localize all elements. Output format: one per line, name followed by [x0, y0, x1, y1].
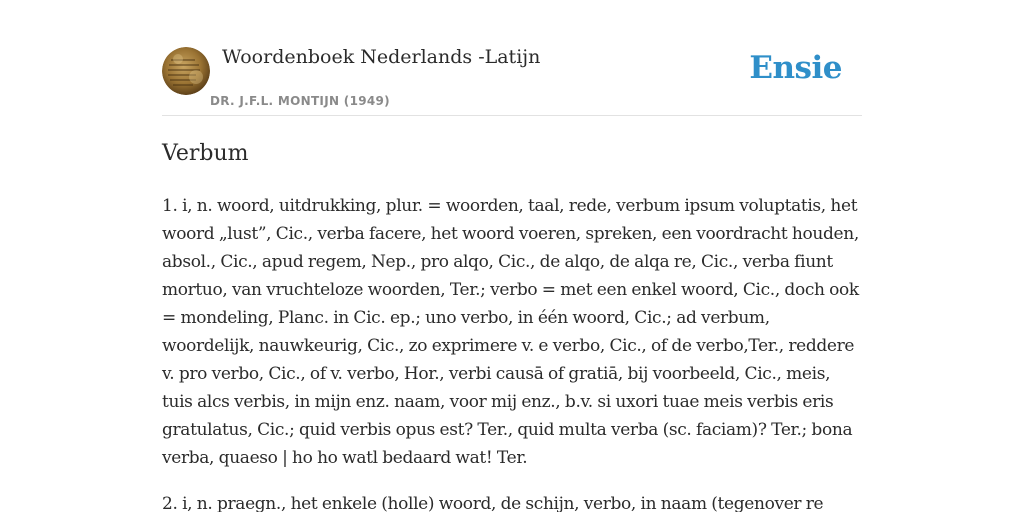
ensie-brand-link[interactable]: Ensie — [749, 50, 842, 86]
entry-definition-1: 1. i, n. woord, uitdrukking, plur. = woorden, taal, rede, verbum ipsum voluptatis, het woord „lust”, Cic., verba facere, het woord voeren, spreken, een voordracht houden, absol., Cic., apud regem, Nep., pro alqo, Cic., de alqo, de alqa re, Cic., verba fiunt mortuo, van vruchteloze woorden, Ter.; verbo = met een enkel woord, Cic., doch ook = mondeling, Planc. in Cic. ep.; uno verbo, in één woord, Cic.; ad verbum, woordelijk, nauwkeurig, Cic., zo exprimere v. e verbo, Cic., of de verbo,Ter., reddere v. pro verbo, Cic., of v. verbo, Hor., verbi causā of gratiā, bij voorbeeld, Cic., meis, tuis alcs verbis, in mijn enz. naam, voor mij enz., b.v. si uxori tuae meis verbis eris gratulatus, Cic.; quid verbis opus est? Ter., quid multa verba (sc. faciam)? Ter.; bona verba, quaeso | ho ho watl bedaard wat! Ter. — [162, 196, 859, 468]
dictionary-author: DR. J.F.L. MONTIJN (1949) — [210, 94, 390, 108]
book-cover-logo-icon[interactable] — [162, 47, 210, 95]
entry-definition-2: 2. i, n. praegn., het enkele (holle) woord, de schijn, verbo, in naam (tegenover re — [162, 494, 824, 512]
dictionary-page — [162, 0, 862, 512]
dictionary-header — [162, 0, 862, 116]
dictionary-title[interactable]: Woordenboek Nederlands -Latijn — [222, 46, 541, 68]
entry-headword: Verbum — [162, 141, 249, 166]
